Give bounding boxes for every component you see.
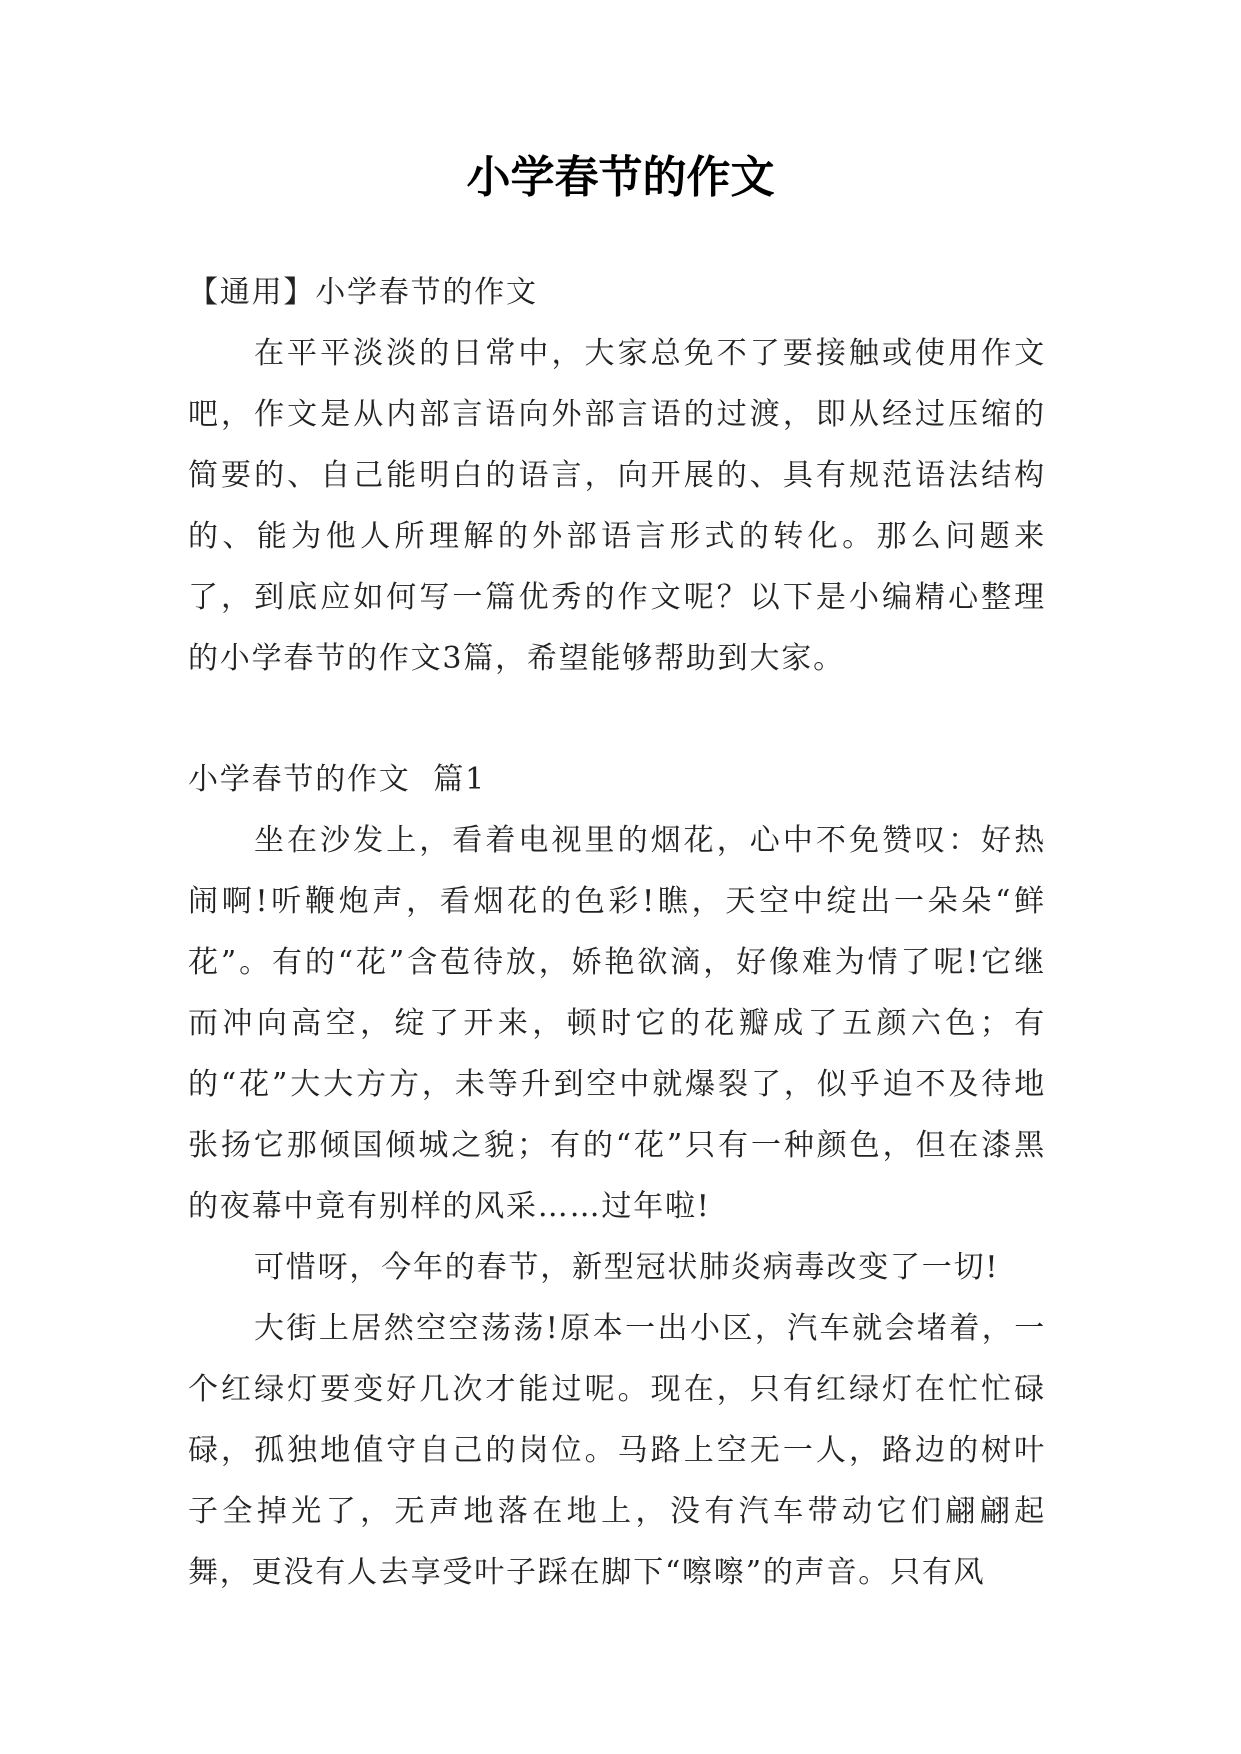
body-paragraph-3: 大街上居然空空荡荡!原本一出小区，汽车就会堵着，一个红绿灯要变好几次才能过呢。现在，只有红绿灯在忙忙碌碌，孤独地值守自己的岗位。马路上空无一人，路边的树叶子全掉光了，无声地落在地上，没有汽车带动它们翩翩起舞，更没有人去享受叶子踩在脚下“嚓嚓”的声音。只有风 <box>188 1311 1046 1590</box>
body-paragraph-1: 坐在沙发上，看着电视里的烟花，心中不免赞叹：好热闹啊!听鞭炮声，看烟花的色彩!瞧，天空中绽出一朵朵“鲜花”。有的“花”含苞待放，娇艳欲滴，好像难为情了呢!它继而冲向高空，绽了开来，顿时它的花瓣成了五颜六色；有的“花”大大方方，未等升到空中就爆裂了，似乎迫不及待地张扬它那倾国倾城之貌；有的“花”只有一种颜色，但在漆黑的夜幕中竟有别样的风采……过年啦! <box>188 823 1046 1224</box>
body-paragraph-2: 可惜呀，今年的春节，新型冠状肺炎病毒改变了一切! <box>254 1250 1000 1285</box>
intro-paragraph: 在平平淡淡的日常中，大家总免不了要接触或使用作文吧，作文是从内部言语向外部言语的过渡，即从经过压缩的简要的、自己能明白的语言，向开展的、具有规范语法结构的、能为他人所理解的外部语言形式的转化。那么问题来了，到底应如何写一篇优秀的作文呢？以下是小编精心整理的小学春节的作文3篇，希望能够帮助到大家。 <box>188 336 1046 676</box>
document-title: 小学春节的作文 <box>466 152 775 203</box>
heading-line: 【通用】小学春节的作文 <box>188 275 538 310</box>
section-heading: 小学春节的作文 篇1 <box>188 762 486 797</box>
document-body <box>188 262 1046 1603</box>
